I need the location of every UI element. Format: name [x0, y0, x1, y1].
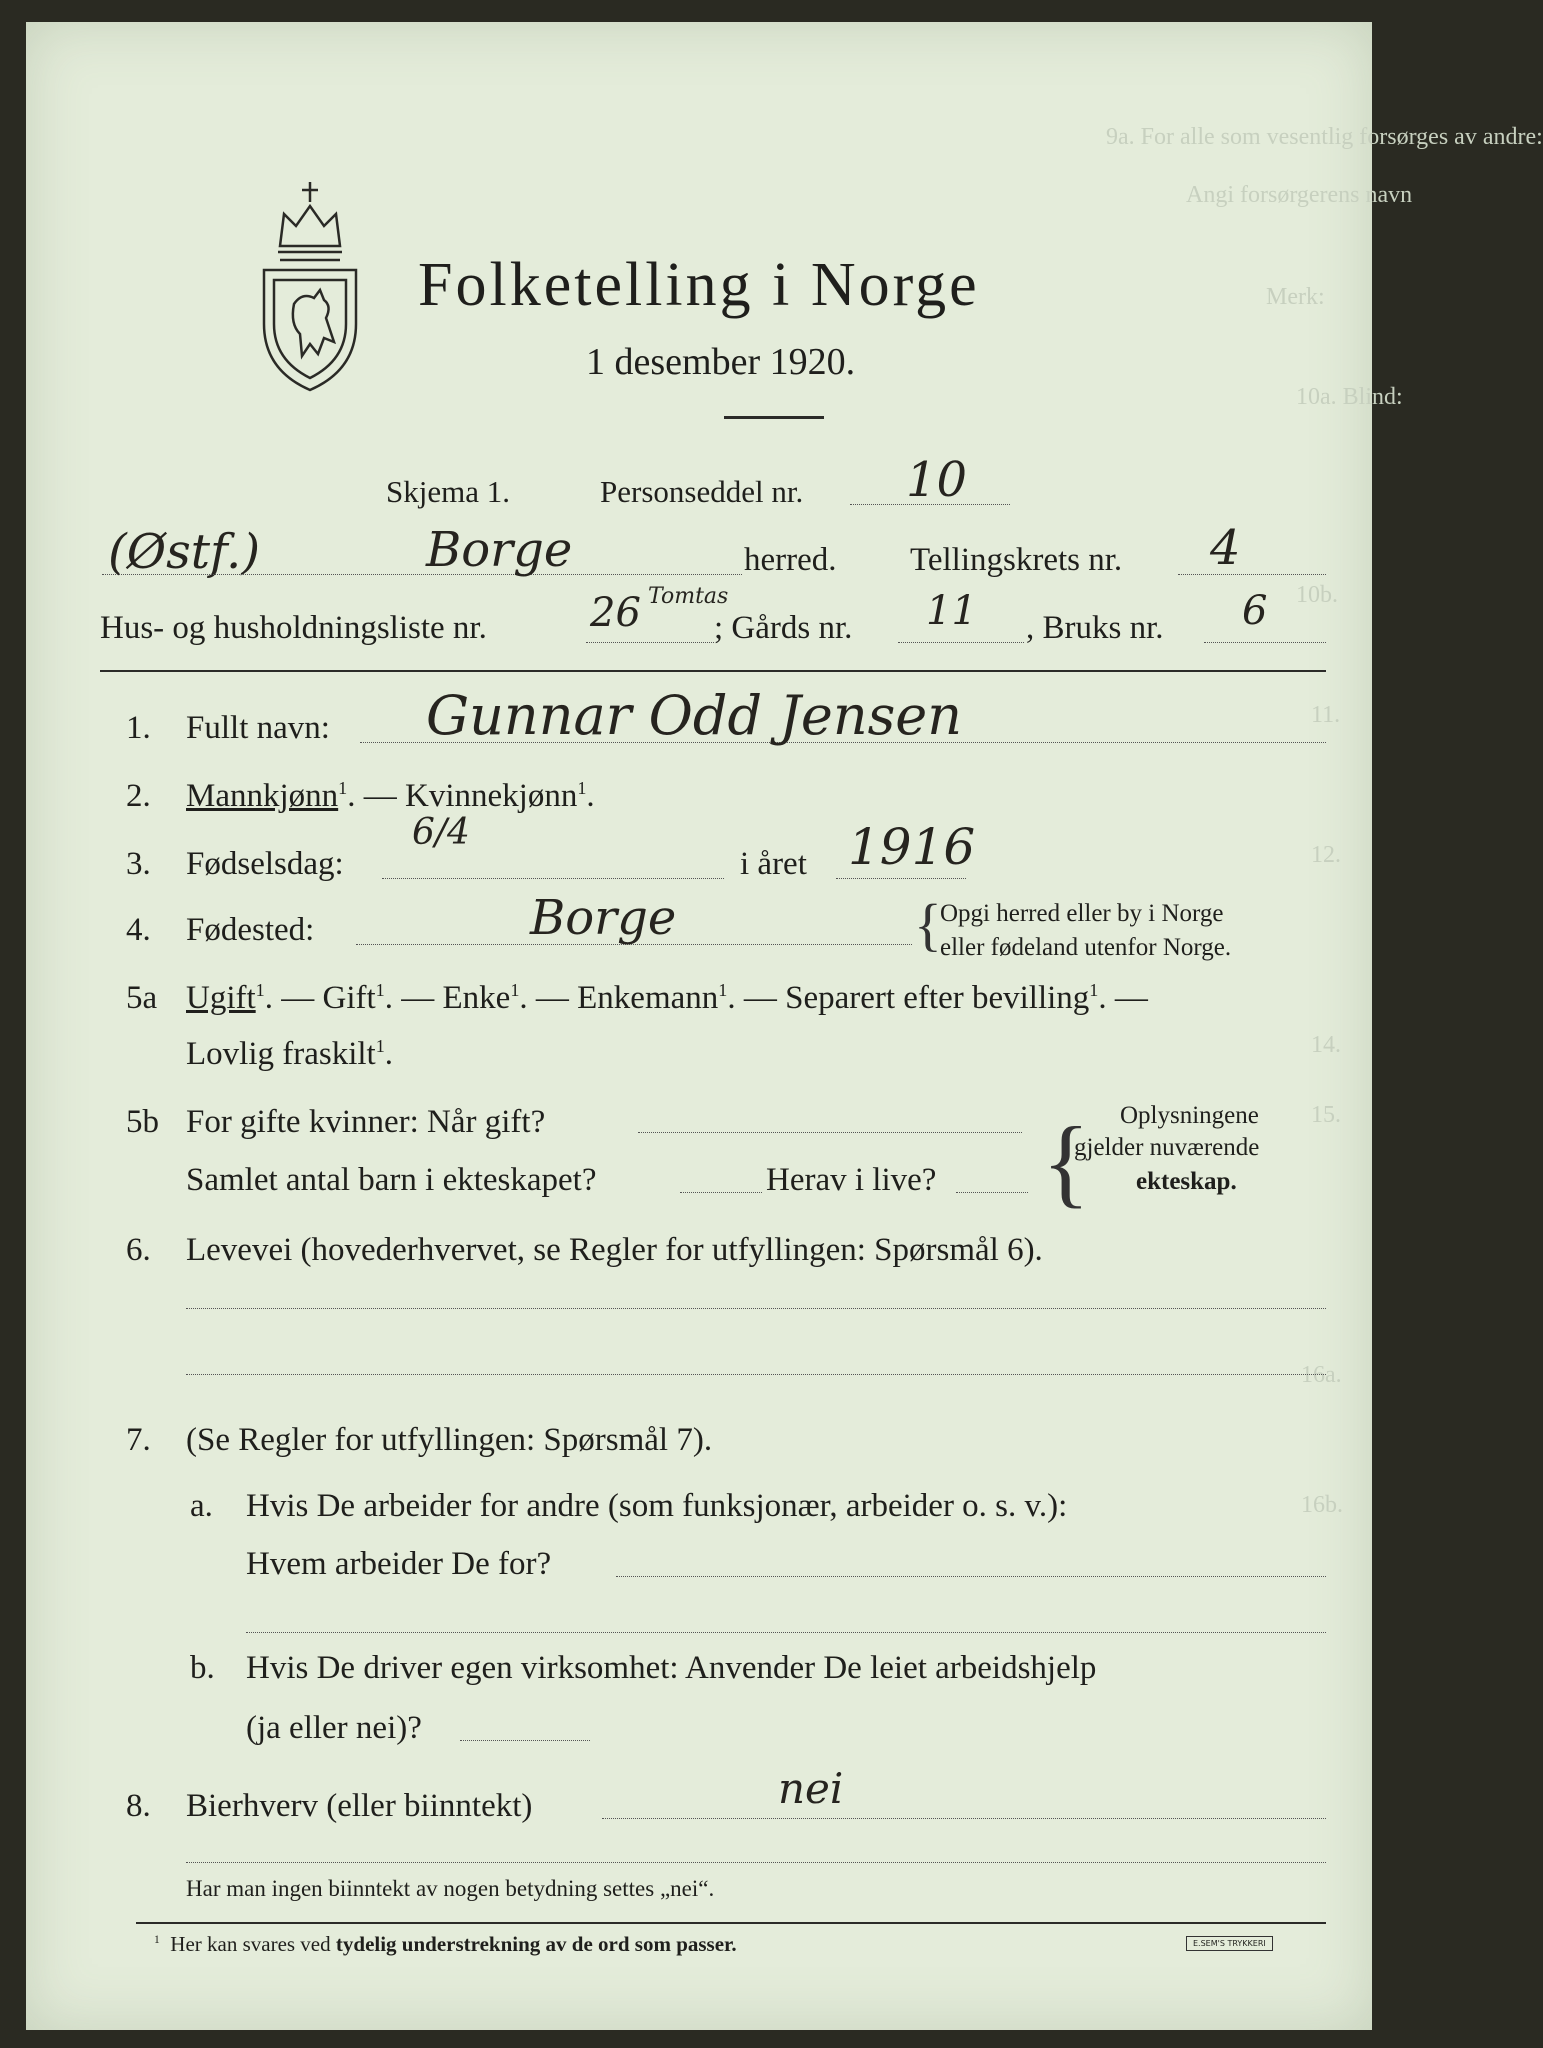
employer-field-1[interactable]: [616, 1576, 1326, 1577]
q3-year-label: i året: [740, 846, 807, 882]
bleed-through-line-11: 16b.: [1301, 1492, 1343, 1518]
bleed-through-line-10: 16a.: [1301, 1362, 1342, 1388]
tellingskrets-value: 4: [1210, 520, 1241, 576]
q5b-brace: {: [1042, 1106, 1090, 1217]
q7-label: (Se Regler for utfyllingen: Spørsmål 7).: [186, 1422, 713, 1458]
q2-number: 2.: [126, 778, 151, 814]
children-alive-field[interactable]: [956, 1192, 1028, 1193]
q8-number: 8.: [126, 1788, 151, 1824]
q4-number: 4.: [126, 912, 151, 948]
occupation-field-1[interactable]: [186, 1308, 1326, 1309]
herred-label: herred.: [744, 542, 837, 578]
full-name-value: Gunnar Odd Jensen: [426, 684, 963, 747]
q5b-alive: Herav i live?: [766, 1162, 937, 1198]
q5b-number: 5b: [126, 1104, 159, 1140]
personseddel-label: Personseddel nr.: [600, 474, 804, 509]
bleed-through-line-7: 12.: [1311, 842, 1341, 868]
birthdate-field[interactable]: [382, 878, 724, 879]
bruks-field[interactable]: [1204, 642, 1326, 643]
bleed-through-line-8: 14.: [1311, 1032, 1341, 1058]
q3-number: 3.: [126, 846, 151, 882]
birthyear-value: 1916: [848, 818, 976, 876]
q5a-ugift[interactable]: Ugift: [186, 980, 256, 1016]
header-divider: [100, 670, 1326, 672]
tellingskrets-field[interactable]: [1178, 574, 1326, 575]
birthplace-value: Borge: [530, 890, 677, 946]
gards-label: ; Gårds nr.: [714, 610, 853, 646]
gards-field[interactable]: [898, 642, 1024, 643]
skjema-label: Skjema 1.: [386, 474, 510, 509]
herred-value: Borge: [426, 522, 573, 578]
census-date: 1 desember 1920.: [586, 341, 856, 383]
herred-field[interactable]: [102, 574, 742, 575]
bleed-through-line-9: 15.: [1311, 1102, 1341, 1128]
q7a-employer-label: Hvem arbeider De for?: [246, 1546, 552, 1582]
q7-number: 7.: [126, 1422, 151, 1458]
q7a-number: a.: [190, 1488, 213, 1524]
q5a-fraskilt[interactable]: Lovlig fraskilt: [186, 1036, 376, 1072]
q5a-options: Ugift$^1$. — Gift$^1$. — Enke$^1$. — Enkemann$^1$. — Separert efter bevilling$^1$. —: [186, 980, 1148, 1016]
q5b-note-1: Oplysningene: [1120, 1102, 1259, 1129]
q7b-label: Hvis De driver egen virksomhet: Anvender De leiet arbeidshjelp: [246, 1650, 1097, 1686]
q5b-when-married: For gifte kvinner: Når gift?: [186, 1104, 546, 1140]
q4-label: Fødested:: [186, 912, 315, 948]
hired-help-field[interactable]: [460, 1740, 590, 1741]
district-value: (Østf.): [108, 524, 261, 580]
q5a-line2: Lovlig fraskilt$^1$.: [186, 1036, 394, 1072]
married-date-field[interactable]: [638, 1132, 1022, 1133]
q4-note-2: eller fødeland utenfor Norge.: [940, 934, 1232, 961]
personseddel-value: 10: [906, 452, 968, 508]
birthdate-value: 6/4: [412, 812, 470, 853]
q7a-label: Hvis De arbeider for andre (som funksjonær, arbeider o. s. v.):: [246, 1488, 1068, 1524]
footer-divider: [136, 1922, 1326, 1924]
bleed-through-line-3: Merk:: [1266, 284, 1325, 310]
norway-coat-of-arms-icon: [254, 174, 366, 398]
q2-mannkjonn[interactable]: Mannkjønn: [186, 778, 339, 814]
q2-label: Mannkjønn$^1$. — Kvinnekjønn$^1$.: [186, 778, 595, 814]
occupation-field-2[interactable]: [186, 1374, 1326, 1375]
bleed-through-line-1: 9a. For alle som vesentlig forsørges av andre:: [1106, 124, 1543, 150]
q5b-note-2: gjelder nuværende: [1074, 1134, 1260, 1161]
q4-brace: {: [914, 892, 942, 957]
bottom-dotted-line: [186, 1862, 1326, 1863]
q7b-number: b.: [190, 1650, 215, 1686]
bruks-label: , Bruks nr.: [1026, 610, 1164, 646]
side-income-value: nei: [778, 1764, 844, 1813]
q1-number: 1.: [126, 710, 151, 746]
q5a-number: 5a: [126, 980, 158, 1016]
printer-stamp: E.SEM'S TRYKKERI: [1186, 1936, 1273, 1951]
tellingskrets-label: Tellingskrets nr.: [910, 542, 1123, 578]
side-income-field[interactable]: [602, 1818, 1326, 1819]
q8-label: Bierhverv (eller biinntekt): [186, 1788, 533, 1824]
husliste-label: Hus- og husholdningsliste nr.: [100, 610, 487, 646]
census-form-page: [26, 22, 1543, 2030]
bruks-value: 6: [1242, 588, 1268, 634]
bleed-through-line-5: 10b.: [1296, 582, 1338, 608]
form-title: Folketelling i Norge: [418, 251, 980, 319]
q7b-hired-help-label: (ja eller nei)?: [246, 1710, 422, 1746]
q6-label: Levevei (hovederhvervet, se Regler for utfyllingen: Spørsmål 6).: [186, 1232, 1043, 1268]
q3-label: Fødselsdag:: [186, 846, 344, 882]
q1-label: Fullt navn:: [186, 710, 330, 746]
footer-note: Har man ingen biinntekt av nogen betydning settes „nei“.: [186, 1876, 715, 1901]
bleed-through-line-4: 10a. Blind:: [1296, 384, 1403, 410]
bleed-through-line-6: 11.: [1311, 702, 1341, 728]
q5b-note-3: ekteskap.: [1136, 1168, 1237, 1195]
birthyear-field[interactable]: [836, 878, 966, 879]
q6-number: 6.: [126, 1232, 151, 1268]
gards-value: 11: [926, 588, 977, 634]
title-divider: [724, 416, 824, 419]
footnote: $^1$ Her kan svares ved tydelig understrekning av de ord som passer.: [154, 1932, 737, 1956]
children-count-field[interactable]: [680, 1192, 762, 1193]
q5b-children: Samlet antal barn i ekteskapet?: [186, 1162, 597, 1198]
bleed-through-line-2: Angi forsørgerens navn: [1186, 182, 1413, 208]
husliste-value: 26: [590, 590, 641, 636]
husliste-field[interactable]: [586, 642, 714, 643]
q4-note-1: Opgi herred eller by i Norge: [940, 900, 1224, 927]
employer-field-2[interactable]: [246, 1632, 1326, 1633]
husliste-note: Tomtas: [648, 584, 729, 609]
